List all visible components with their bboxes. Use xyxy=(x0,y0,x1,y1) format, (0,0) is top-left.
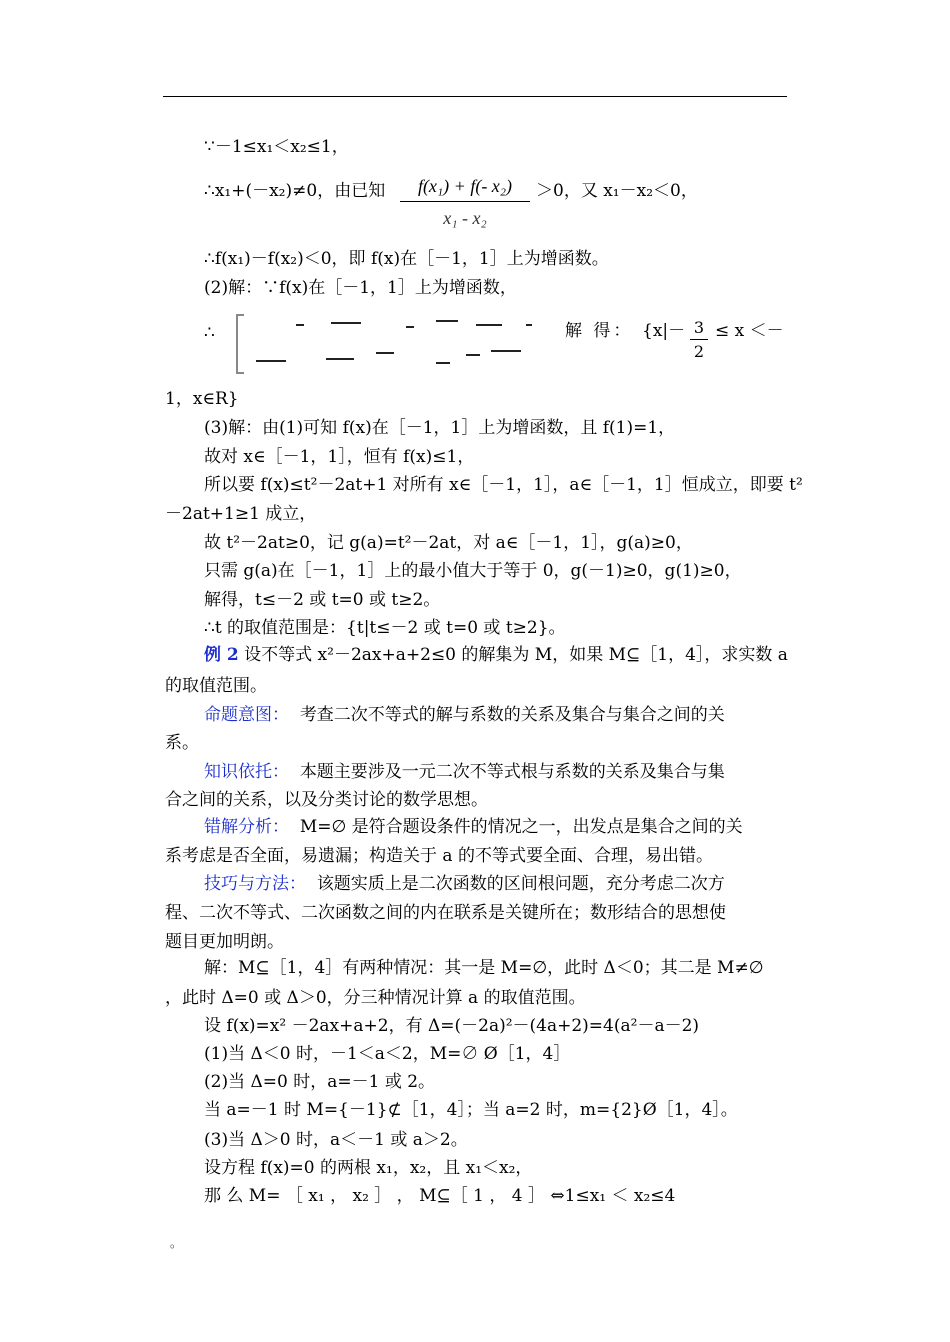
text-line: 故对 x∈［－1，1］，恒有 f(x)≤1， xyxy=(204,447,475,467)
text-line: ∴ xyxy=(204,323,215,343)
section-label: 技巧与方法： xyxy=(204,874,306,894)
text-line: 所以要 f(x)≤t²－2at+1 对所有 x∈［－1，1］，a∈［－1，1］恒成立，即要 t² xyxy=(204,475,803,495)
text-line: ∴x₁+(－x₂)≠0，由已知 xyxy=(204,181,386,201)
section-text: M=∅ 是符合题设条件的情况之一，出发点是集合之间的关 xyxy=(299,817,743,837)
text-line: (3)解：由(1)可知 f(x)在［－1，1］上为增函数，且 f(1)=1， xyxy=(204,418,676,438)
text-line: ≤ x ＜－ xyxy=(715,321,784,341)
text-line: ＞0，又 x₁－x₂＜0， xyxy=(536,181,698,201)
section-text: 考查二次不等式的解与系数的关系及集合与集合之间的关 xyxy=(299,705,725,725)
section-line xyxy=(204,817,743,837)
text-line: 程、二次不等式、二次函数之间的内在联系是关键所在；数形结合的思想使 xyxy=(165,903,726,923)
text-line: 系考虑是否全面，易遗漏；构造关于 a 的不等式要全面、合理，易出错。 xyxy=(165,846,713,866)
text-line: 当 a=－1 时 M={－1}⊄［1，4］；当 a=2 时，m={2}Ø［1，4］。 xyxy=(204,1100,738,1120)
text-line: 解：M⊆［1，4］有两种情况：其一是 M=∅，此时 Δ＜0；其二是 M≠∅ xyxy=(204,958,764,978)
text-line: 故 t²－2at≥0，记 g(a)=t²－2at，对 a∈［－1，1］，g(a)≥0， xyxy=(204,533,693,553)
text-line: 1，x∈R} xyxy=(165,389,239,409)
text-line: (1)当 Δ＜0 时，－1＜a＜2，M=∅ Ø［1，4］ xyxy=(204,1044,571,1064)
text-line: 解 得： xyxy=(565,321,634,341)
section-text: 该题实质上是二次函数的区间根问题，充分考虑二次方 xyxy=(316,874,725,894)
text-line: 题目更加明朗。 xyxy=(165,932,284,952)
section-label: 命题意图： xyxy=(204,705,289,725)
text-line: 系。 xyxy=(165,733,199,753)
text-line: 设方程 f(x)=0 的两根 x₁，x₂，且 x₁＜x₂， xyxy=(204,1158,533,1178)
text-line: 合之间的关系，以及分类讨论的数学思想。 xyxy=(165,790,488,810)
text-line: {x|－ xyxy=(642,321,686,341)
fraction-denominator: x₁ - x₂ xyxy=(443,208,487,228)
section-line xyxy=(204,874,725,894)
text-line: 只需 g(a)在［－1，1］上的最小值大于等于 0，g(－1)≥0，g(1)≥0， xyxy=(204,561,742,581)
example-label: 例 2 xyxy=(204,645,239,665)
text-line: ∴f(x₁)－f(x₂)＜0，即 f(x)在［－1，1］上为增函数。 xyxy=(204,249,609,269)
fraction-three-halves xyxy=(690,318,708,361)
text-line: ，此时 Δ=0 或 Δ＞0，分三种情况计算 a 的取值范围。 xyxy=(165,988,586,1008)
section-text: 本题主要涉及一元二次不等式根与系数的关系及集合与集 xyxy=(299,762,725,782)
section-label: 知识依托： xyxy=(204,762,289,782)
fraction-denominator: 2 xyxy=(693,342,705,361)
text-line: 的取值范围。 xyxy=(165,676,267,696)
section-line xyxy=(204,705,725,725)
text-line: 。 xyxy=(170,1236,183,1250)
text-line: ∴t 的取值范围是：{t|t≤－2 或 t=0 或 t≥2}。 xyxy=(204,618,566,638)
inequality-system-image xyxy=(236,314,536,372)
text-line: 设 f(x)=x² －2ax+a+2，有 Δ=(－2a)²－(4a+2)=4(a²－a－2) xyxy=(204,1016,700,1036)
example-line xyxy=(204,645,788,665)
text-line: (2)当 Δ=0 时，a=－1 或 2。 xyxy=(204,1072,436,1092)
text-line: －2at+1≥1 成立， xyxy=(165,504,317,524)
text-line: (2)解：∵f(x)在［－1，1］上为增函数， xyxy=(204,278,517,298)
fraction-numerator: 3 xyxy=(693,318,705,337)
text-line: 解得，t≤－2 或 t=0 或 t≥2。 xyxy=(204,590,441,610)
text-line: (3)当 Δ＞0 时，a＜－1 或 a＞2。 xyxy=(204,1130,468,1150)
example-text: 设不等式 x²－2ax+a+2≤0 的解集为 M，如果 M⊆［1，4］，求实数 a xyxy=(238,645,788,665)
section-line xyxy=(204,762,725,782)
section-label: 错解分析： xyxy=(204,817,289,837)
text-line: ∵－1≤x₁＜x₂≤1， xyxy=(204,137,349,157)
text-line: 那 么 M= ［ x₁ ， x₂ ］ ， M⊆［ 1 ， 4 ］ ⇔1≤x₁ ＜ x₂≤4 xyxy=(204,1186,676,1206)
fraction xyxy=(400,176,530,229)
header-rule xyxy=(163,96,787,97)
fraction-numerator: f(x₁) + f(- x₂) xyxy=(417,176,513,196)
